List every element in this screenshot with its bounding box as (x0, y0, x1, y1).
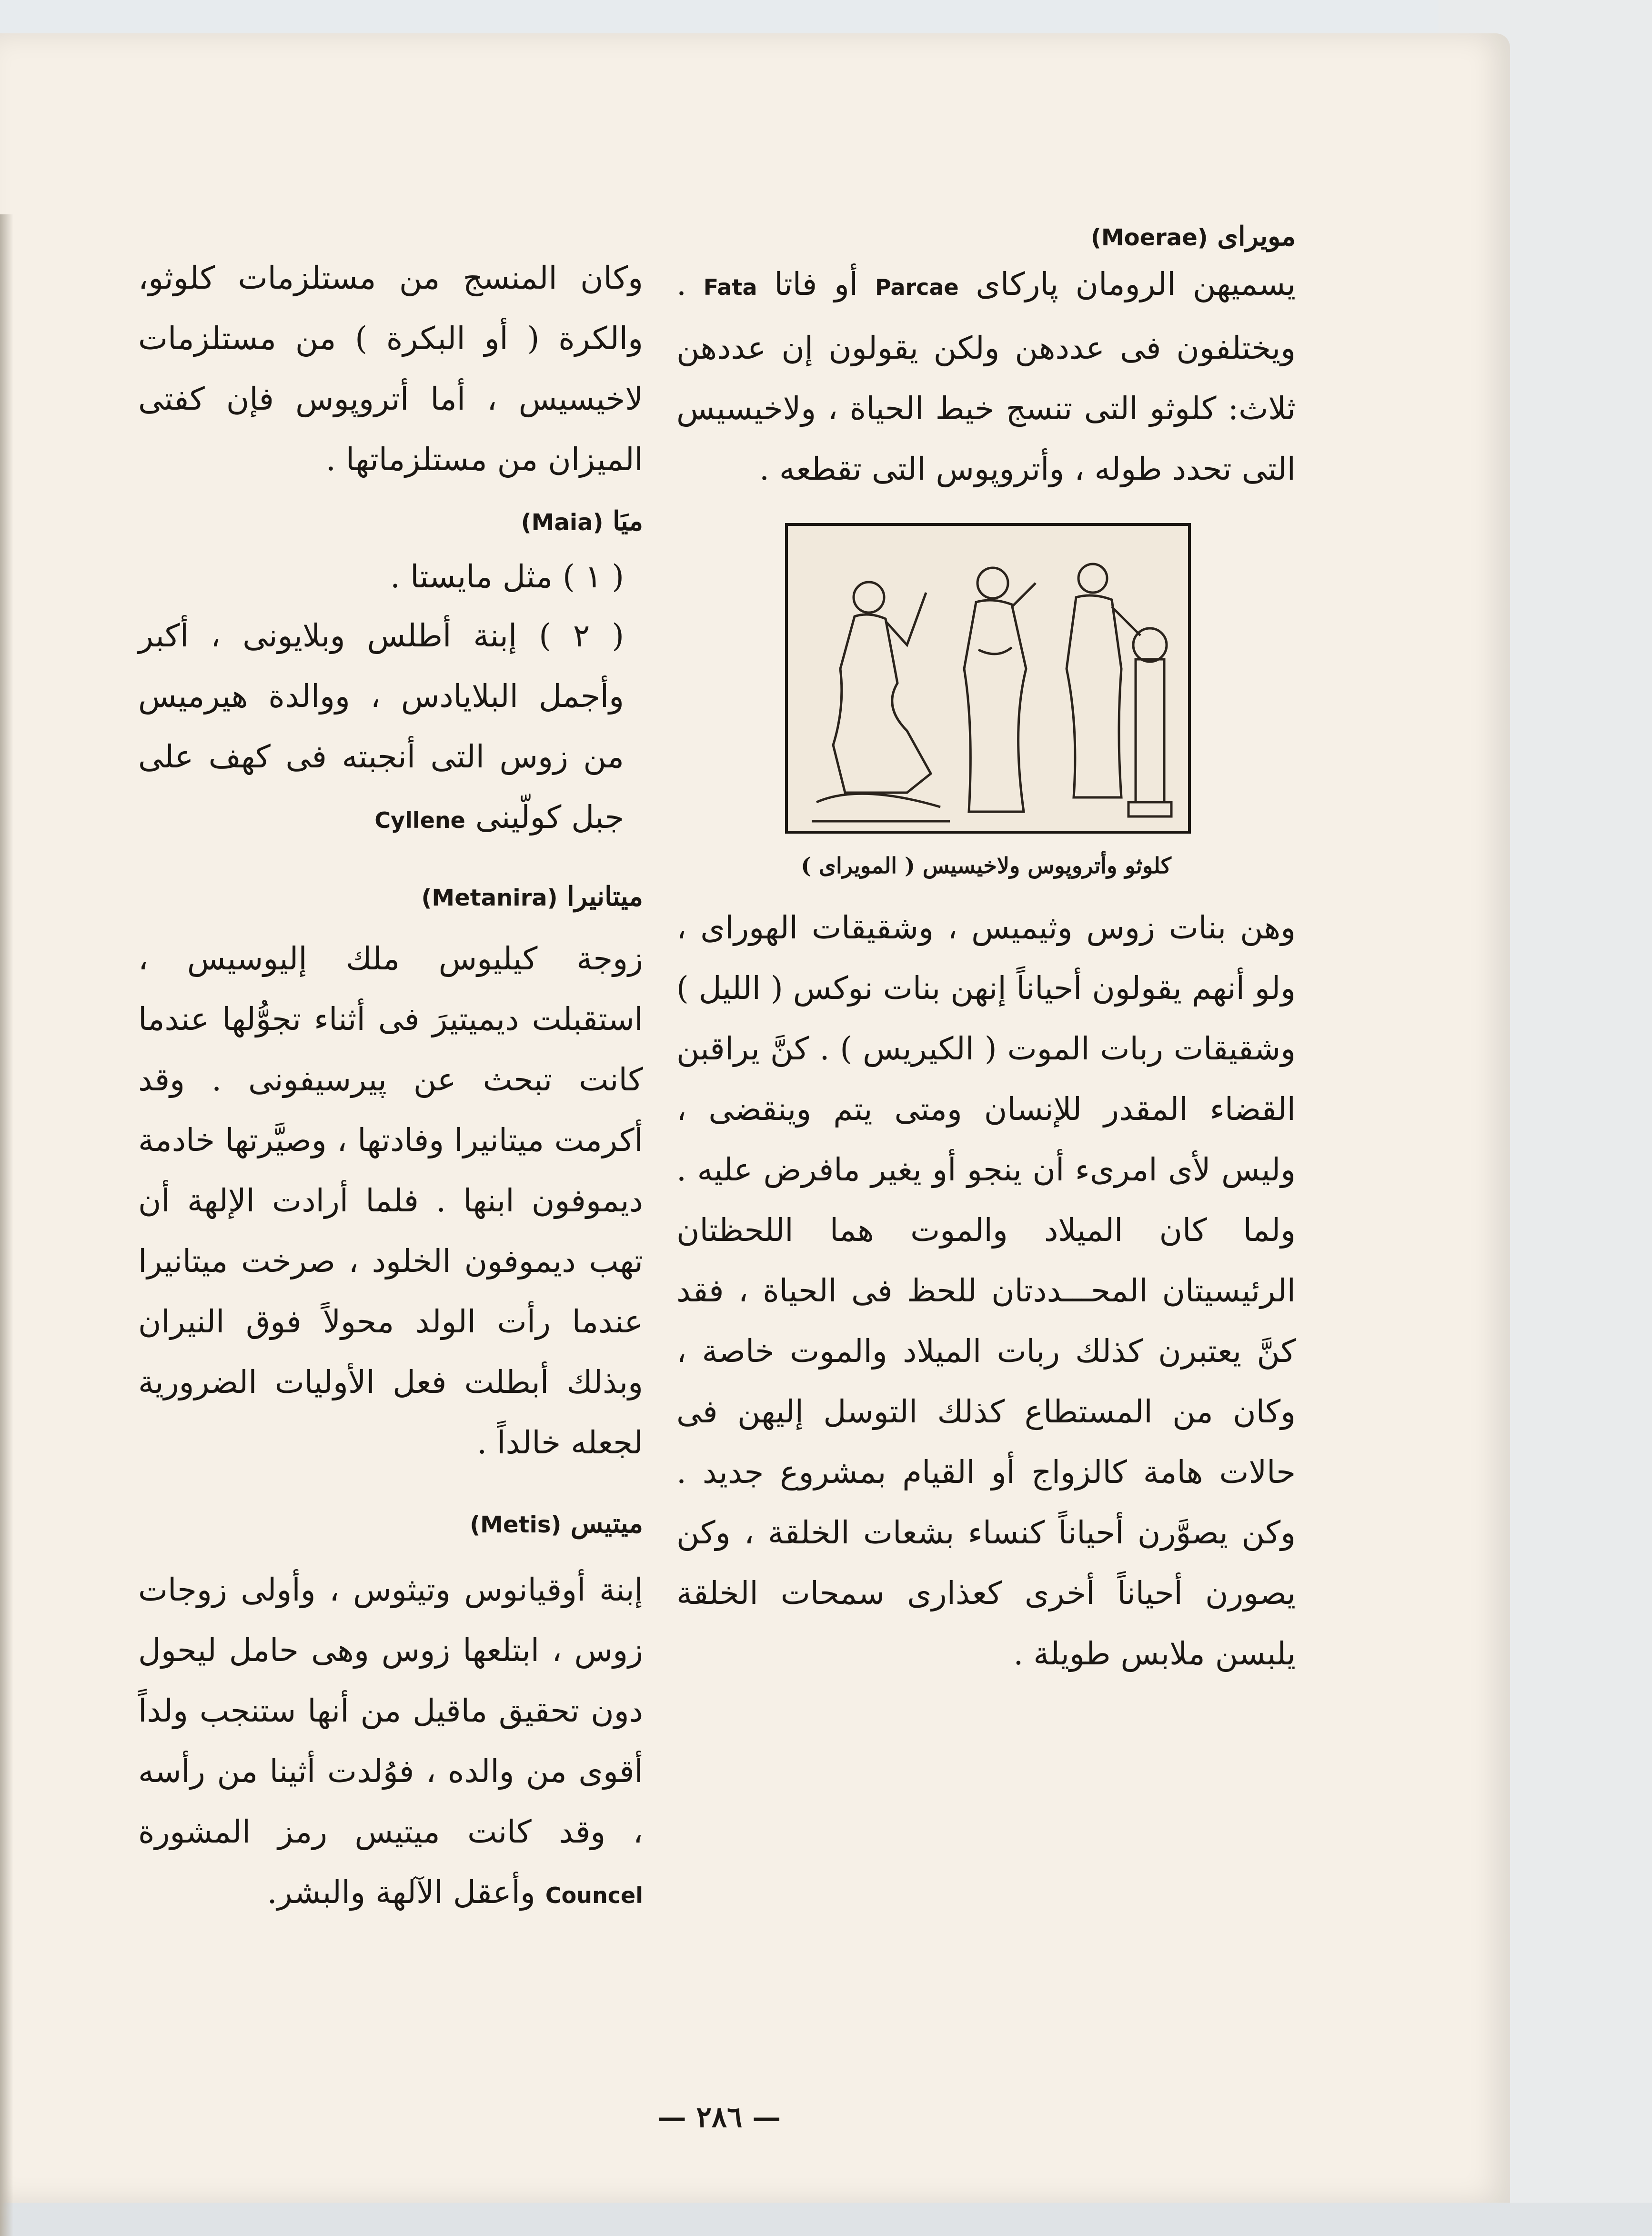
maia-item-2 (138, 605, 643, 851)
metanira-paragraph: زوجة كيليوس ملك إليوسيس ، استقبلت ديميتيرَ فى أثناء تجوُّلها عندما كانت تبحث عن پيرسيفونى . وقد أكرمت ميتانيرا وفادتها ، وصيَّرتها خادمة ديموفون ابنها . فلما أرادت الإلهة أن تهب ديموفون الخلود ، صرخت ميتانيرا عندما رأت الولد محولاً فوق النيران وبذلك أبطلت فعل الأوليات الضرورية لجعله خالداً . (138, 940, 643, 1461)
latin-term: Cyllene (374, 807, 465, 833)
text-run: وأعقل الآلهة والبشر. (267, 1874, 535, 1911)
figure-caption: كلوثو وأتروپوس ولاخيسيس ( المويراى ) (801, 852, 1171, 878)
text-run: . ويختلفون فى عددهن ولكن يقولون إن عددهن ثلاث: كلوثو التى تنسج خيط الحياة ، ولاخيسيس التى تحدد طوله ، وأتروپوس التى تقطعه . (676, 265, 1296, 487)
heading-latin: (Maia) (521, 509, 604, 536)
latin-term: Councel (545, 1883, 643, 1909)
heading-arabic: ميتانيرا (567, 880, 643, 912)
right-column (676, 219, 1296, 1684)
text-run: ( ٢ ) إبنة أطلس وبلايونى ، أكبر وأجمل البلايادس ، ووالدة هيرميس من زوس التى أنجبته فى كهف على جبل كولّينى (138, 617, 624, 836)
page-number: — ٢٨٦ — (657, 2101, 781, 2134)
text-run: أو فاتا (774, 265, 858, 302)
moerae-paragraph-2: وهن بنات زوس وثيميس ، وشقيقات الهوراى ، ولو أنهم يقولون أحياناً إنهن بنات نوكس ( الليل ) وشقيقات ربات الموت ( الكيريس ) . كنَّ يراقبن القضاء المقدر للإنسان ومتى يتم وينقضى ، وليس لأى امرىء أن ينجو أو يغير مافرض عليه . ولما كان الميلاد والموت هما اللحظتان الرئيسيتان المحـــددتان للحظ فى الحياة ، فقد كنَّ يعتبرن كذلك ربات الميلاد والموت خاصة ، وكان من المستطاع كذلك التوسل إليهن فى حالات هامة كالزواج أو القيام بمشروع جديد . وكن يصوَّرن أحياناً كنساء بشعات الخلقة ، وكن يصورن أحياناً أخرى كعذارى سمحات الخلقة يلبسن ملابس طويلة . (676, 909, 1296, 1672)
entry-heading-metanira (138, 879, 643, 914)
left-column (138, 248, 643, 1926)
heading-arabic: مويراى (1217, 221, 1296, 252)
entry-heading-maia (138, 504, 643, 539)
heading-arabic: ميَا (613, 505, 643, 537)
latin-term: Fata (703, 274, 757, 300)
metis-paragraph (138, 1560, 643, 1926)
latin-term: Parcae (875, 274, 959, 300)
heading-latin: (Moerae) (1090, 224, 1208, 251)
text-run: يسميهن الرومان پاركاى (976, 265, 1296, 302)
entry-heading-moerae (676, 219, 1296, 254)
text-run: إبنة أوقيانوس وتيثوس ، وأولى زوجات زوس ، ابتلعها زوس وهى حامل ليحول دون تحقيق ماقيل من أنها ستنجب ولداً أقوى من والده ، فوُلدت أثينا من رأسه ، وقد كانت ميتيس رمز المشورة (138, 1571, 643, 1851)
heading-latin: (Metanira) (421, 884, 558, 911)
moerae-paragraph-1 (676, 254, 1296, 499)
book-page (0, 33, 1510, 2203)
heading-arabic: ميتيس (570, 1507, 643, 1539)
moerae-paragraph-continued: وكان المنسج من مستلزمات كلوثو، والكرة ( أو البكرة ) من مستلزمات لاخيسيس ، أما أتروپوس فإن كفتى الميزان من مستلزماتها . (138, 260, 643, 478)
three-fates-illustration (788, 526, 1188, 831)
heading-latin: (Metis) (470, 1511, 562, 1538)
engraving-image (785, 523, 1191, 834)
maia-item-1: ( ١ ) مثل مايستا . (390, 558, 624, 595)
moerae-figure (781, 523, 1191, 878)
page-gutter-shadow (0, 214, 13, 2236)
entry-heading-metis (138, 1506, 643, 1541)
